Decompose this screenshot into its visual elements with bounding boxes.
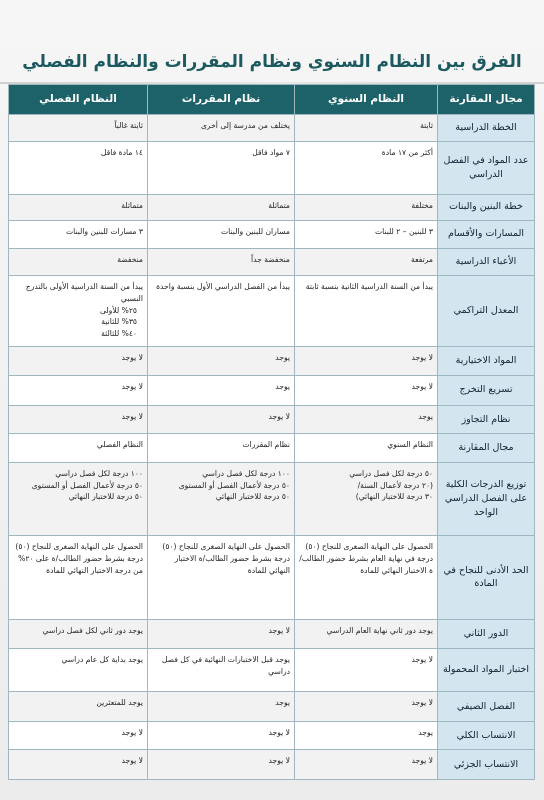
cell-text: متماثلة [268,200,290,210]
cell-credit [148,141,295,194]
cell-annual [295,115,438,142]
cell-text: يوجد للمتعثرين [96,698,143,708]
comparison-table [8,84,535,780]
cell-text: ٥٠ درجة للاختبار النهائي [68,492,143,502]
cell-semester [9,276,148,346]
table-row [9,221,535,249]
row-label: اختبار المواد المحمولة [438,649,535,692]
cell-text: لا يوجد [121,382,143,392]
cell-credit [148,221,295,249]
table-header-row [9,85,535,115]
cell-text: ٥٠ درجة لأعمال الفصل أو المستوى [31,480,143,490]
cell-text: منخفضة [117,254,143,264]
table-body [9,115,535,780]
cell-credit [148,276,295,346]
row-label: مجال المقارنة [438,434,535,463]
row-label: نظام التجاوز [438,405,535,434]
cell-semester [9,194,148,221]
cell-text: مساران للبنين والبنات [221,227,290,237]
cell-credit [148,619,295,649]
cell-text: لا يوجد [411,382,433,392]
cell-text: لا يوجد [411,756,433,766]
row-label: الحد الأدنى للنجاح في المادة [438,536,535,620]
cell-annual [295,276,438,346]
table-row [9,376,535,406]
row-label: الانتساب الجزئي [438,750,535,780]
row-label: توزيع الدرجات الكلية على الفصل الدراسي الواحد [438,462,535,535]
cell-text: لا يوجد [268,727,290,737]
cell-text: يبدأ من السنة الدراسية الثانية بنسبة ثابتة [305,282,433,292]
cell-text: يبدأ من السنة الدراسية الأولى بالتدرج النسبي [25,282,143,303]
cell-credit [148,536,295,620]
cell-text: الحصول على النهاية الصغرى للنجاح (٥٠) درجة بشرط حضور الطالب/ة على ٢٠% من درجة الاختبار النهائي للمادة [15,542,143,575]
cell-text: ٥٠ درجة لأعمال الفصل أو المستوى [178,480,290,490]
cell-text: ثابتة غالباً [114,121,143,130]
cell-text: نظام المقررات [242,440,290,450]
row-label: تسريع التخرج [438,376,535,406]
cell-text: يوجد [418,727,433,737]
table-row [9,248,535,276]
cell-text: (٢٠ درجة لأعمال السنة/ [357,480,433,490]
cell-text: منخفضة جداً [251,254,290,264]
cell-text: لا يوجد [268,411,290,421]
cell-text: ٥٠ درجة للاختبار النهائي [215,492,290,502]
cell-text: يبدأ من الفصل الدراسي الأول بنسبة واحدة [156,282,290,292]
cell-text: لا يوجد [268,625,290,635]
cell-text: ٢٥% للأولى [100,305,137,315]
cell-text: لا يوجد [121,756,143,766]
table-row [9,141,535,194]
cell-text: يوجد [275,698,290,708]
cell-annual [295,649,438,692]
row-label: خطة البنين والبنات [438,194,535,221]
cell-semester [9,376,148,406]
cell-semester [9,141,148,194]
table-row [9,434,535,463]
row-label: المسارات والأقسام [438,221,535,249]
row-label: عدد المواد في الفصل الدراسي [438,141,535,194]
table-row [9,750,535,780]
header-annual-system: النظام السنوي [295,85,438,115]
cell-credit [148,376,295,406]
cell-text: الحصول على النهاية الصغرى للنجاح (٥٠) درجة في نهاية العام بشرط حضور الطالب/ة الاختبار النهائي للمادة [299,542,433,575]
cell-text: لا يوجد [121,727,143,737]
cell-text: ٤٠% للثالثة [101,329,137,339]
row-label: المعدل التراكمي [438,276,535,346]
cell-annual [295,434,438,463]
cell-credit [148,248,295,276]
cell-text: يوجد دور ثاني لكل فصل دراسي [42,625,143,635]
cell-text: لا يوجد [411,698,433,708]
cell-annual [295,536,438,620]
cell-text: يوجد بداية كل عام دراسي [61,655,143,665]
header-credit-system: نظام المقررات [148,85,295,115]
cell-semester [9,721,148,750]
cell-text: لا يوجد [121,411,143,421]
cell-annual [295,462,438,535]
cell-credit [148,434,295,463]
cell-credit [148,346,295,376]
cell-credit [148,462,295,535]
cell-credit [148,692,295,722]
cell-text: لا يوجد [411,352,433,362]
cell-semester [9,750,148,780]
cell-text: أكثر من ١٧ مادة [381,147,433,157]
cell-credit [148,649,295,692]
cell-text: ثابتة [420,121,433,130]
table-row [9,346,535,376]
cell-annual [295,221,438,249]
cell-semester [9,536,148,620]
cell-text: لا يوجد [121,352,143,362]
table-row [9,692,535,722]
cell-credit [148,405,295,434]
cell-text: ٣ للبنين – ٢ للبنات [374,227,433,237]
cell-annual [295,405,438,434]
row-label: الدور الثاني [438,619,535,649]
cell-text: يوجد [418,411,433,421]
cell-text: لا يوجد [411,655,433,665]
cell-text: النظام الفصلي [96,440,143,450]
cell-semester [9,115,148,142]
cell-text: النظام السنوي [387,440,433,450]
cell-credit [148,115,295,142]
cell-annual [295,750,438,780]
cell-annual [295,346,438,376]
cell-text: يوجد قبل الاختبارات النهائية في كل فصل دراسي [161,655,290,677]
cell-annual [295,692,438,722]
table-row [9,194,535,221]
cell-text: ٧ مواد فاقل [252,147,290,157]
cell-semester [9,434,148,463]
cell-semester [9,619,148,649]
page-title: الفرق بين النظام السنوي ونظام المقررات والنظام الفصلي [22,52,522,72]
cell-credit [148,194,295,221]
row-label: الانتساب الكلي [438,721,535,750]
cell-annual [295,721,438,750]
row-label: الخطة الدراسية [438,115,535,142]
cell-text: ٣ مسارات للبنين والبنات [65,227,143,237]
cell-annual [295,141,438,194]
table-row [9,619,535,649]
cell-semester [9,346,148,376]
cell-semester [9,405,148,434]
cell-annual [295,376,438,406]
cell-text: ١٠٠ درجة لكل فصل دراسي [202,468,290,478]
cell-text: يوجد [275,352,290,362]
cell-text: يختلف من مدرسة إلى أخرى [200,121,290,130]
table-row [9,276,535,346]
row-label: الأعباء الدراسية [438,248,535,276]
cell-text: ٣٠ درجة للاختبار النهائي) [355,492,433,502]
row-label: المواد الاختيارية [438,346,535,376]
cell-text: ١٠٠ درجة لكل فصل دراسي [55,468,143,478]
cell-text: يوجد [275,382,290,392]
cell-text: مختلفة [411,200,433,210]
cell-annual [295,194,438,221]
cell-text: يوجد دور ثاني نهاية العام الدراسي [326,625,433,635]
row-label: الفصل الصيفي [438,692,535,722]
cell-semester [9,692,148,722]
cell-text: متماثلة [121,200,143,210]
cell-credit [148,721,295,750]
cell-semester [9,221,148,249]
table-row [9,721,535,750]
header-semester-system: النظام الفصلي [9,85,148,115]
cell-text: مرتفعة [411,254,433,264]
table-row [9,115,535,142]
cell-text: ٣٥% للثانية [101,317,137,327]
cell-annual [295,248,438,276]
cell-text: الحصول على النهاية الصغرى للنجاح (٥٠) درجة بشرط حضور الطالب/ة الاختبار النهائي للمادة [162,542,290,575]
cell-annual [295,619,438,649]
header-comparison-field: مجال المقارنة [438,85,535,115]
cell-text: ٥٠ درجة لكل فصل دراسي [349,468,433,478]
cell-text: ١٤ مادة فاقل [100,147,143,157]
table-row [9,649,535,692]
table-row [9,536,535,620]
cell-text: لا يوجد [268,756,290,766]
table-row [9,405,535,434]
cell-credit [148,750,295,780]
cell-semester [9,649,148,692]
table-row [9,462,535,535]
cell-semester [9,248,148,276]
cell-semester [9,462,148,535]
